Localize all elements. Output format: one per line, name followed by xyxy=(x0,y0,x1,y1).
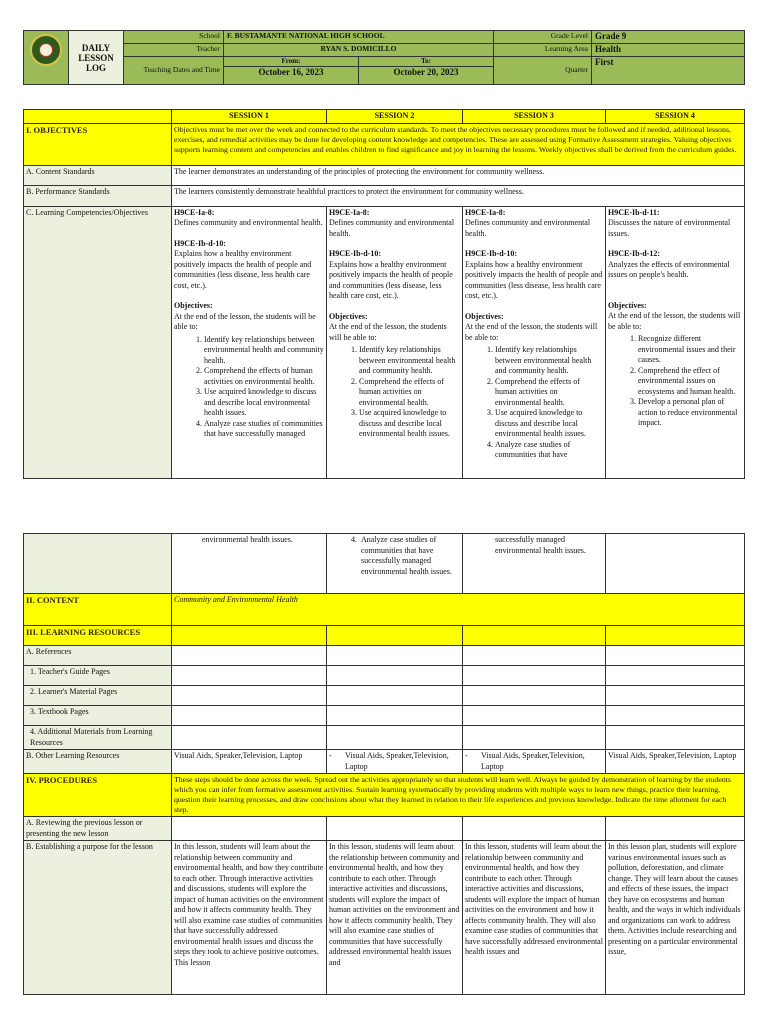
learners-material-label: 2. Learner's Material Pages xyxy=(24,686,172,706)
empty-cell xyxy=(172,646,327,666)
empty-cell xyxy=(327,817,463,841)
empty-cell xyxy=(463,706,606,726)
purpose-session-3: In this lesson, students will learn about the relationship between community and environmental health, and how they contribute to each other. Through interactive activities and discussions, students will explore the impact of human activities on the environment and how it affects community health. They will also examine case studies of communities that have successfully addressed environmental health issues and xyxy=(463,841,606,995)
empty-cell xyxy=(606,646,745,666)
objectives-intro: At the end of the lesson, the students will be able to: xyxy=(329,322,447,342)
objectives-label: Objectives: xyxy=(174,301,213,310)
empty-cell xyxy=(327,706,463,726)
performance-standards-label: B. Performance Standards xyxy=(24,185,172,206)
competency-code: H9CE-Ib-d-10: xyxy=(329,249,382,258)
textbook-pages-label: 3. Textbook Pages xyxy=(24,706,172,726)
list-item: 1. Recognize different environmental issues and their causes. xyxy=(638,334,742,366)
yellow-cell xyxy=(463,626,606,646)
lesson-table-page-2 xyxy=(23,533,745,995)
list-item: 3. Use acquired knowledge to discuss and describe local environmental health issues. xyxy=(495,408,603,440)
list-item: 1. Identify key relationships between environmental health and community health. xyxy=(204,335,324,367)
continued-label-cell xyxy=(24,534,172,594)
area-value: Health xyxy=(592,44,745,57)
school-label: School xyxy=(124,31,224,44)
empty-cell xyxy=(172,666,327,686)
objectives-list xyxy=(465,345,603,461)
list-item: 1. Identify key relationships between environmental health and community health. xyxy=(495,345,603,377)
list-item: 1. Identify key relationships between environmental health and community health. xyxy=(359,345,460,377)
competencies-label: C. Learning Competencies/Objectives xyxy=(24,206,172,478)
objectives-label: Objectives: xyxy=(465,311,504,321)
list-item: 4. Analyze case studies of communities that have xyxy=(495,440,603,461)
header-table xyxy=(23,30,745,85)
empty-cell xyxy=(606,726,745,750)
list-item: 3. Use acquired knowledge to discuss and describe local environmental health issues. xyxy=(204,387,324,419)
other-resources-session-4: Visual Aids, Speaker,Television, Laptop xyxy=(606,750,745,774)
yellow-cell xyxy=(606,626,745,646)
empty-cell xyxy=(172,817,327,841)
quarter-label: Quarter xyxy=(494,57,592,85)
objectives-intro: At the end of the lesson, the students will be able to: xyxy=(465,322,598,342)
page-title: DAILY LESSON LOG xyxy=(69,31,124,85)
competency-desc: Defines community and environmental health. xyxy=(329,218,455,238)
empty-cell xyxy=(327,646,463,666)
competency-desc: Defines community and environmental health. xyxy=(465,218,591,238)
lesson-table-page-1 xyxy=(23,109,745,479)
content-text: Community and Environmental Health xyxy=(172,594,745,626)
empty-cell xyxy=(463,646,606,666)
empty-cell xyxy=(463,666,606,686)
teacher-label: Teacher xyxy=(124,44,224,57)
competency-desc: Explains how a healthy environment positively impacts the health of people and communities (less disease, less health care cost, etc.). xyxy=(465,259,603,300)
empty-cell xyxy=(327,666,463,686)
objectives-label: Objectives: xyxy=(329,311,368,321)
from-date: October 16, 2023 xyxy=(224,67,359,85)
objectives-list xyxy=(174,335,324,440)
continued-session-4 xyxy=(606,534,745,594)
content-standards-label: A. Content Standards xyxy=(24,165,172,185)
objectives-list xyxy=(329,345,460,440)
other-resources-session-2: - Visual Aids, Speaker,Television, Laptop xyxy=(327,750,463,774)
content-heading: II. CONTENT xyxy=(24,594,172,626)
other-resources-session-1: Visual Aids, Speaker,Television, Laptop xyxy=(172,750,327,774)
session-1-header: SESSION 1 xyxy=(172,110,327,124)
teacher-value: RYAN S. DOMICILLO xyxy=(224,44,494,57)
list-item: Visual Aids, Speaker,Television, Laptop xyxy=(481,751,585,771)
empty-cell xyxy=(463,686,606,706)
session-2-header: SESSION 2 xyxy=(327,110,463,124)
competency-code: H9CE-Ib-d-10: xyxy=(465,249,518,258)
empty-cell xyxy=(606,817,745,841)
competency-code: H9CE-Ia-8: xyxy=(329,207,370,217)
from-label: From: xyxy=(224,57,359,67)
objectives-intro: At the end of the lesson, the students will be able to: xyxy=(608,311,741,331)
list-item: Analyze case studies of communities that have successfully managed environmental health issues. xyxy=(361,535,452,576)
other-resources-label: B. Other Learning Resources xyxy=(24,750,172,774)
list-item: 3. Use acquired knowledge to discuss and describe local environmental health issues. xyxy=(359,408,460,440)
objectives-label: Objectives: xyxy=(608,300,647,310)
empty-cell xyxy=(172,686,327,706)
teachers-guide-label: 1. Teacher's Guide Pages xyxy=(24,666,172,686)
grade-label: Grade Level xyxy=(494,31,592,44)
competencies-session-2 xyxy=(327,206,463,478)
empty-cell xyxy=(606,666,745,686)
purpose-session-2: In this lesson, students will learn about the relationship between community and environmental health, and how they contribute to each other. Through interactive activities and discussions, students will explore the impact of human activities on the environment and how it affects community health. They will also examine case studies of communities that have successfully addressed environmental health issues and xyxy=(327,841,463,995)
empty-cell xyxy=(463,817,606,841)
continued-session-1: environmental health issues. xyxy=(172,534,327,594)
session-3-header: SESSION 3 xyxy=(463,110,606,124)
competencies-session-3 xyxy=(463,206,606,478)
competencies-session-4 xyxy=(606,206,745,478)
list-item: 4. Analyze case studies of communities that have successfully managed xyxy=(204,419,324,440)
objectives-intro: At the end of the lesson, the students will be able to: xyxy=(174,311,316,331)
reviewing-label: A. Reviewing the previous lesson or presenting the new lesson xyxy=(24,817,172,841)
continued-session-2 xyxy=(327,534,463,594)
continued-session-3: successfully managed environmental health issues. xyxy=(463,534,606,594)
list-item: 2. Comprehend the effects of human activities on environmental health. xyxy=(204,366,324,387)
school-logo-cell xyxy=(24,31,69,85)
competency-desc: Analyzes the effects of environmental issues on people's health. xyxy=(608,259,730,279)
procedures-heading: IV. PROCEDURES xyxy=(24,774,172,817)
empty-cell xyxy=(463,726,606,750)
competency-desc: Discusses the nature of environmental issues. xyxy=(608,218,731,238)
purpose-session-1: In this lesson, students will learn about the relationship between community and environmental health, and how they contribute to each other. Through interactive activities and discussions, students will explore the impact of human activities on the environment and how it affects community health. They will also examine case studies of communities that have successfully addressed environmental health issues and discuss the steps they took to achieve positive outcomes. This lesson xyxy=(172,841,327,995)
yellow-cell xyxy=(172,626,327,646)
area-label: Learning Area xyxy=(494,44,592,57)
empty-cell xyxy=(327,686,463,706)
competency-code: H9CE-Ib-d-12: xyxy=(608,249,661,258)
competency-desc: Explains how a healthy environment positively impacts the health of people and communities (less disease, less health care cost, etc.). xyxy=(174,249,312,290)
list-item: 2. Comprehend the effect of environmental issues on ecosystems and human health. xyxy=(638,366,742,398)
competency-code: H9CE-Ia-8: xyxy=(174,207,215,217)
competency-code: H9CE-Ib-d-11: xyxy=(608,207,660,217)
to-label: To: xyxy=(359,57,494,67)
yellow-cell xyxy=(327,626,463,646)
school-value: F. BUSTAMANTE NATIONAL HIGH SCHOOL xyxy=(224,31,494,44)
list-item: Visual Aids, Speaker,Television, Laptop xyxy=(345,751,449,771)
blank-header-cell xyxy=(24,110,172,124)
empty-cell xyxy=(327,726,463,750)
objectives-text: Objectives must be met over the week and connected to the curriculum standards. To meet the objectives necessary procedures must be followed and if needed, additional lessons, exercises, and remedial activities may be done for developing content knowledge and competencies. These are assessed using Formative Assessment strategies. Valuing objectives supports learning content and competencies and enables children to find significance and joy in learning the lessons. Weekly objectives shall be derived from the curriculum guides. xyxy=(172,123,745,165)
performance-standards-text: The learners consistently demonstrate healthful practices to protect the environment for community wellness. xyxy=(172,185,745,206)
list-item: 2. Comprehend the effects of human activities on environmental health. xyxy=(495,377,603,409)
school-seal-icon xyxy=(30,34,62,66)
additional-materials-label: 4. Additional Materials from Learning Resources xyxy=(24,726,172,750)
other-resources-session-3: - Visual Aids, Speaker,Television, Laptop xyxy=(463,750,606,774)
list-item: 3. Develop a personal plan of action to reduce environmental impact. xyxy=(638,397,742,429)
objectives-heading: I. OBJECTIVES xyxy=(24,123,172,165)
establishing-purpose-label: B. Establishing a purpose for the lesson xyxy=(24,841,172,995)
empty-cell xyxy=(606,686,745,706)
empty-cell xyxy=(172,706,327,726)
dates-label: Teaching Dates and Time xyxy=(124,57,224,85)
to-date: October 20, 2023 xyxy=(359,67,494,85)
content-standards-text: The learner demonstrates an understanding of the principles of protecting the environment for community wellness. xyxy=(172,165,745,185)
competency-desc: Explains how a healthy environment positively impacts the health of people and communities (less disease, less health care cost, etc.). xyxy=(329,259,453,300)
competency-desc: Defines community and environmental health. xyxy=(174,218,323,227)
empty-cell xyxy=(172,726,327,750)
list-number: 4. xyxy=(351,535,357,544)
empty-cell xyxy=(606,706,745,726)
procedures-text: These steps should be done across the week. Spread out the activities appropriately so that students will learn well. Always be guided by demonstration of learning by the students which you can infer from formative assessment activities. Sustain learning systematically by providing students with multiple ways to learn new things, practice their learning, question their learning processes, and draw conclusions about what they learned in relation to their life experiences and previous knowledge. Indicate the time allotment for each step. xyxy=(172,774,745,817)
session-4-header: SESSION 4 xyxy=(606,110,745,124)
objectives-list xyxy=(608,334,742,429)
competencies-session-1 xyxy=(172,206,327,478)
competency-code: H9CE-Ia-8: xyxy=(465,207,506,217)
competency-code: H9CE-Ib-d-10: xyxy=(174,238,227,248)
resources-heading: III. LEARNING RESOURCES xyxy=(24,626,172,646)
grade-value: Grade 9 xyxy=(592,31,745,44)
purpose-session-4: In this lesson plan, students will explore various environmental issues such as pollution, deforestation, and climate change. They will learn about the causes and effects of these issues, the impact they have on ecosystems and human health, and the ways in which individuals and organizations can work to address them. Activities include researching and presenting on a particular environmental issue, xyxy=(606,841,745,995)
references-label: A. References xyxy=(24,646,172,666)
quarter-value: First xyxy=(592,57,745,85)
list-item: 2. Comprehend the effects of human activities on environmental health. xyxy=(359,377,460,409)
